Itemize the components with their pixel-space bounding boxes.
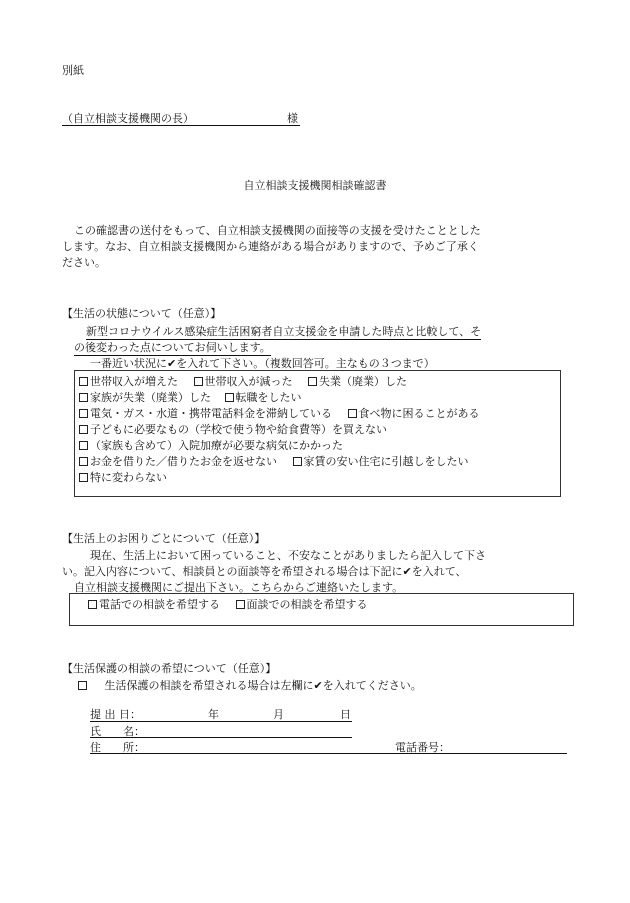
checkbox[interactable] [79,473,88,482]
section1-heading: 【生活の状態について（任意）】 [62,307,222,320]
section2-line-1: 現在、生活上において困っていること、不安なことがありましたら記入して下さ [90,549,486,562]
name-label: 氏 名： [90,725,145,738]
option-meeting-consult[interactable]: 面談での相談を希望する [236,598,368,611]
checkbox[interactable] [79,377,88,386]
checkbox[interactable] [236,600,245,609]
checkbox[interactable] [88,600,97,609]
option-family-unemployed[interactable]: 家族が失業（廃業）した [79,391,211,404]
option-phone-consult[interactable]: 電話での相談を希望する [88,598,220,611]
option-move-cheaper[interactable]: 家賃の安い住宅に引越しをしたい [293,455,469,468]
date-field[interactable] [90,721,352,722]
section1-instruction: 一番近い状況に✔を入れて下さい。（複数回答可。主なもの３つまで） [90,357,435,370]
welfare-checkbox[interactable] [78,681,87,690]
checkbox[interactable] [348,409,357,418]
addressee: （自立相談支援機関の長） [62,112,194,125]
option-hospitalization[interactable]: （家族も含めて）入院加療が必要な病気にかかった [79,439,343,452]
option-row-6 [79,453,469,469]
option-utility-arrears[interactable]: 電気・ガス・水道・携帯電話料金を滞納している [79,407,332,420]
section2-line-3: 自立相談支援機関にご提出下さい。こちらからご連絡いたします。 [74,581,404,594]
addressee-line [62,110,300,126]
option-child-needs[interactable]: 子どもに必要なもの（学校で使う物や給食費等）を買えない [79,423,387,436]
day-label: 日 [340,708,351,721]
checkbox[interactable] [225,393,234,402]
address-phone-field[interactable] [90,753,567,754]
option-food-trouble[interactable]: 食べ物に困ることがある [348,407,480,420]
option-income-up[interactable]: 世帯収入が増えた [79,375,178,388]
section2-line-2: い。記入内容について、相談員との面談等を希望される場合は下記に✔を入れて、 [62,565,467,578]
address-label: 住 所： [90,741,145,754]
option-debt[interactable]: お金を借りた／借りたお金を返せない [79,455,277,468]
checkbox[interactable] [293,457,302,466]
section2-heading: 【生活上のお困りごとについて（任意）】 [62,532,266,545]
checkbox[interactable] [194,377,203,386]
option-row-3 [79,405,480,421]
section1-desc-2: の後変わった点についてお伺いします。 [74,341,271,354]
intro-line-3: ださい。 [62,256,106,269]
checkbox[interactable] [79,457,88,466]
checkbox[interactable] [79,409,88,418]
checkbox[interactable] [79,425,88,434]
date-label: 提 出 日： [90,708,141,721]
checkbox[interactable] [79,393,88,402]
option-row-4 [79,421,387,437]
intro-line-2: します。なお、自立相談支援機関から連絡がある場合がありますので、予めご了承く [62,240,479,253]
section1-desc-1: 新型コロナウイルス感染症生活困窮者自立支援金を申請した時点と比較して、そ [86,325,482,338]
month-label: 月 [273,708,284,721]
phone-label: 電話番号： [395,741,450,754]
intro-line-1: この確認書の送付をもって、自立相談支援機関の面接等の支援を受けたこととした [74,224,481,237]
option-row-7 [79,469,167,485]
option-no-change[interactable]: 特に変わらない [79,471,167,484]
option-row-2 [79,389,302,405]
option-row-5 [79,437,343,453]
consult-options-row [88,596,368,612]
attachment-label: 別紙 [62,64,84,77]
checkbox[interactable] [79,441,88,450]
welfare-label: 生活保護の相談を希望される場合は左欄に✔を入れてください。 [104,679,422,692]
year-label: 年 [208,708,219,721]
welfare-option[interactable] [78,677,422,693]
checkbox[interactable] [308,377,317,386]
document-title: 自立相談支援機関相談確認書 [243,179,387,192]
option-job-change[interactable]: 転職をしたい [225,391,302,404]
option-row-1 [79,373,407,389]
option-unemployed[interactable]: 失業（廃業）した [308,375,407,388]
name-field[interactable] [90,737,352,738]
honorific: 様 [287,112,298,125]
option-income-down[interactable]: 世帯収入が減った [194,375,293,388]
section3-heading: 【生活保護の相談の希望について（任意）】 [62,662,277,675]
living-status-options-box [74,370,561,497]
consultation-options-box [69,593,574,626]
